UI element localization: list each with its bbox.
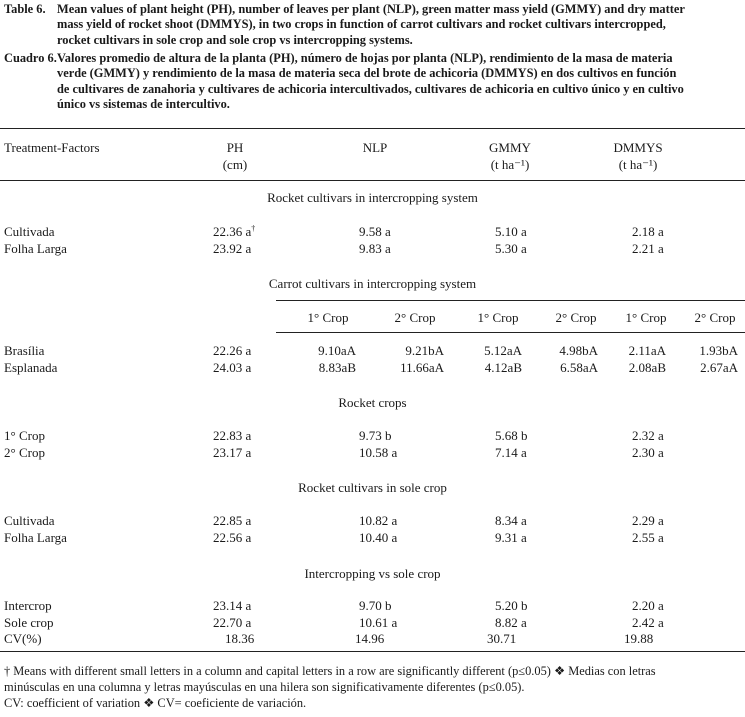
crop-header: 2° Crop <box>555 310 597 325</box>
crop-header: 2° Crop <box>694 310 736 325</box>
header-ph <box>200 139 270 173</box>
cell-gmmy-crop2: 6.58aA <box>560 360 598 375</box>
cell-nlp: 9.70 b <box>359 598 392 613</box>
crop-header: 1° Crop <box>625 310 667 325</box>
footnote-marker: † <box>251 224 256 233</box>
cell-ph: 22.83 a <box>213 428 252 443</box>
cell-dmmys: 2.18 a <box>632 224 664 239</box>
cell-gmmy: 30.71 <box>487 631 517 646</box>
header-ph-label: PH <box>226 140 244 155</box>
cell-gmmy: 8.82 a <box>495 615 527 630</box>
section-title: Rocket cultivars in sole crop <box>298 480 447 495</box>
header-gmmy-unit: (t ha⁻¹) <box>490 157 530 172</box>
cell-ph: 22.85 a <box>213 513 252 528</box>
table-caption-spanish <box>4 51 740 113</box>
cell-dmmys: 19.88 <box>624 631 654 646</box>
cell-gmmy: 9.31 a <box>495 530 527 545</box>
table-footnote <box>4 663 740 711</box>
cell-ph: 22.26 a <box>213 343 252 358</box>
cell-gmmy: 5.20 b <box>495 598 528 613</box>
header-treatment: Treatment-Factors <box>4 140 100 155</box>
cell-ph: 24.03 a <box>213 360 252 375</box>
cell-nlp-crop2: 11.66aA <box>400 360 444 375</box>
cell-dmmys: 2.20 a <box>632 598 664 613</box>
cell-nlp: 9.58 a <box>359 224 391 239</box>
header-dmmys-unit: (t ha⁻¹) <box>618 157 658 172</box>
cell-gmmy-crop1: 5.12aA <box>484 343 522 358</box>
cell-ph: 23.14 a <box>213 598 252 613</box>
header-gmmy <box>470 139 550 173</box>
row-label: Folha Larga <box>4 530 67 545</box>
caption-line: único vs sistemas de intercultivo. <box>57 97 230 112</box>
cell-dmmys: 2.42 a <box>632 615 664 630</box>
cell-ph: 23.92 a <box>213 241 252 256</box>
caption-label-spanish: Cuadro 6. <box>4 51 57 65</box>
header-nlp: NLP <box>362 140 388 155</box>
row-label: 1° Crop <box>4 428 45 443</box>
cell-dmmys: 2.21 a <box>632 241 664 256</box>
footnote-line: CV: coefficient of variation ❖ CV= coeficiente de variación. <box>4 696 307 710</box>
crop-header: 2° Crop <box>394 310 436 325</box>
cell-nlp-crop2: 9.21bA <box>405 343 444 358</box>
cell-gmmy: 8.34 a <box>495 513 527 528</box>
cell-gmmy-crop1: 4.12aB <box>484 360 522 375</box>
caption-label-english: Table 6. <box>4 2 46 16</box>
crop-header-top-rule <box>276 300 745 301</box>
cell-gmmy: 5.68 b <box>495 428 528 443</box>
section-title: Rocket cultivars in intercropping system <box>267 190 478 205</box>
table-top-rule <box>0 128 745 129</box>
cell-dmmys-crop1: 2.08aB <box>628 360 666 375</box>
row-label: Intercrop <box>4 598 52 613</box>
cell-ph-value: 22.36 a <box>213 224 252 239</box>
caption-line: verde (GMMY) y rendimiento de la masa de materia seca del brote de achicoria (DMMYS) en dos cultivos en función <box>57 66 677 81</box>
table-bottom-rule <box>0 651 745 652</box>
crop-header: 1° Crop <box>477 310 519 325</box>
caption-line: Mean values of plant height (PH), number of leaves per plant (NLP), green matter mass yield (GMMY) and dry matter <box>57 2 685 16</box>
cell-gmmy-crop2: 4.98bA <box>559 343 598 358</box>
cell-gmmy: 5.30 a <box>495 241 527 256</box>
crop-header: 1° Crop <box>307 310 349 325</box>
cell-nlp: 9.83 a <box>359 241 391 256</box>
cell-dmmys-crop2: 1.93bA <box>699 343 738 358</box>
header-ph-unit: (cm) <box>222 157 248 172</box>
caption-line: rocket cultivars in sole crop and sole crop vs intercropping systems. <box>57 32 413 47</box>
cell-ph <box>213 224 255 240</box>
header-dmmys <box>598 139 678 173</box>
cell-ph: 23.17 a <box>213 445 252 460</box>
cell-dmmys: 2.55 a <box>632 530 664 545</box>
cell-nlp: 10.61 a <box>359 615 398 630</box>
cell-dmmys: 2.30 a <box>632 445 664 460</box>
caption-line: Valores promedio de altura de la planta (PH), número de hojas por planta (NLP), rendimiento de la masa de materia <box>57 51 673 65</box>
row-label: Cultivada <box>4 224 55 239</box>
cell-gmmy: 5.10 a <box>495 224 527 239</box>
caption-line: de cultivares de zanahoria y cultivares de achicoria intercultivados, cultivares de achicoria en cultivo único y en cultivo <box>57 81 684 96</box>
row-label: Cultivada <box>4 513 55 528</box>
cell-ph: 22.56 a <box>213 530 252 545</box>
crop-header-bottom-rule <box>276 332 745 333</box>
section-title: Intercropping vs sole crop <box>304 566 441 581</box>
row-label: Folha Larga <box>4 241 67 256</box>
cell-ph: 22.70 a <box>213 615 252 630</box>
cell-dmmys-crop1: 2.11aA <box>628 343 666 358</box>
header-gmmy-label: GMMY <box>489 140 531 155</box>
caption-line: mass yield of rocket shoot (DMMYS), in two crops in function of carrot cultivars and rocket cultivars intercropped, <box>57 17 666 32</box>
footnote-line: minúsculas en una columna y letras mayúsculas en una hilera son significativamente diferentes (p≤0.05). <box>4 680 525 694</box>
header-dmmys-label: DMMYS <box>613 140 663 155</box>
cell-dmmys: 2.32 a <box>632 428 664 443</box>
cell-nlp-crop1: 9.10aA <box>318 343 356 358</box>
row-label: 2° Crop <box>4 445 45 460</box>
section-title: Carrot cultivars in intercropping system <box>268 276 477 291</box>
cell-nlp-crop1: 8.83aB <box>318 360 356 375</box>
row-label: Esplanada <box>4 360 58 375</box>
row-label: Sole crop <box>4 615 54 630</box>
header-bottom-rule <box>0 180 745 181</box>
footnote-line: † Means with different small letters in a column and capital letters in a row are significantly different (p≤0.05) ❖ Medias con letras <box>4 664 656 678</box>
section-title: Rocket crops <box>338 395 407 410</box>
table-caption-english <box>4 2 740 48</box>
cell-nlp: 9.73 b <box>359 428 392 443</box>
cell-dmmys-crop2: 2.67aA <box>700 360 738 375</box>
cell-nlp: 14.96 <box>355 631 385 646</box>
row-label: Brasília <box>4 343 45 358</box>
row-label: CV(%) <box>4 631 42 646</box>
cell-nlp: 10.82 a <box>359 513 398 528</box>
cell-nlp: 10.58 a <box>359 445 398 460</box>
cell-gmmy: 7.14 a <box>495 445 527 460</box>
cell-dmmys: 2.29 a <box>632 513 664 528</box>
cell-ph: 18.36 <box>225 631 255 646</box>
cell-nlp: 10.40 a <box>359 530 398 545</box>
